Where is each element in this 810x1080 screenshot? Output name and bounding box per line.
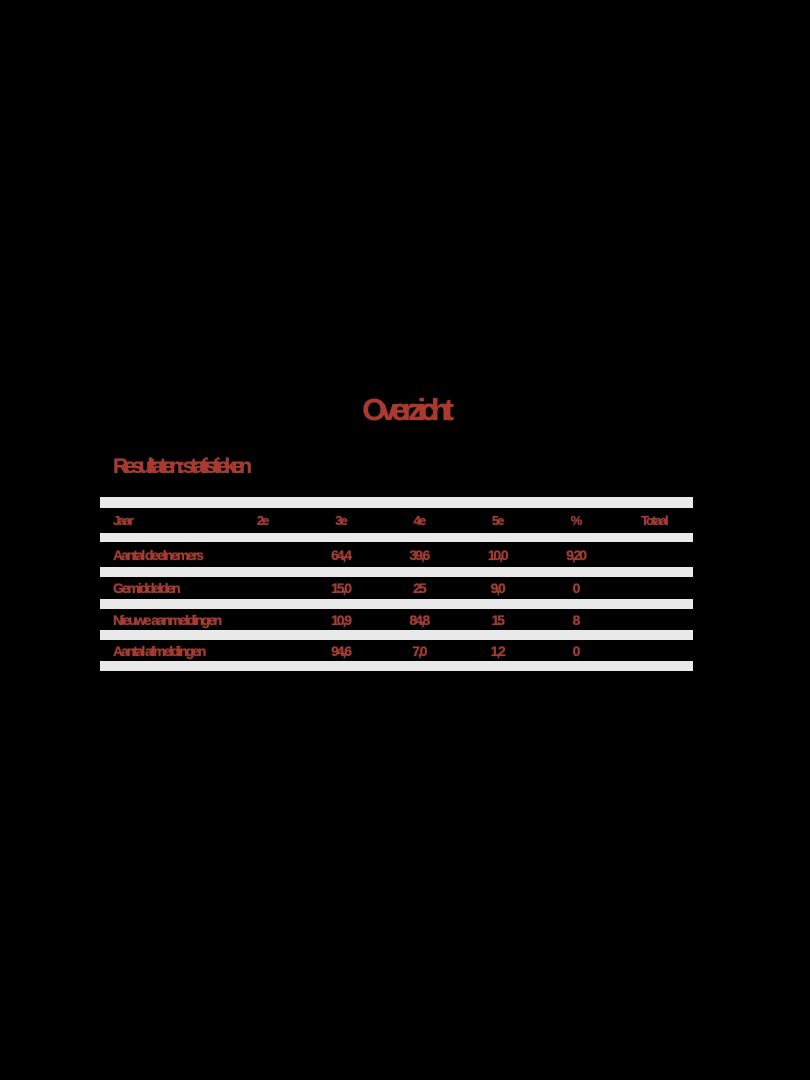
row-value: 84,8 — [409, 611, 429, 628]
table-stripe — [100, 630, 693, 640]
row-label: Aantal deelnemers — [113, 546, 202, 563]
row-value: 39,6 — [409, 546, 429, 563]
row-value: 10,9 — [331, 611, 350, 628]
row-value: 7,0 — [412, 642, 426, 659]
column-header-totaal: Totaal — [641, 513, 667, 528]
stats-table — [100, 497, 693, 671]
table-row — [100, 577, 693, 599]
row-label: Nieuwe aanmeldingen — [113, 611, 221, 628]
row-value: 15,0 — [331, 580, 350, 596]
row-value: 8 — [572, 611, 579, 628]
row-value: 10,0 — [487, 546, 507, 563]
row-label: Gemiddelden — [113, 580, 179, 596]
row-value: 15 — [491, 611, 503, 628]
table-stripe — [100, 599, 693, 609]
row-value: 1,2 — [490, 642, 504, 659]
column-header-3e: 3e — [335, 513, 346, 528]
table-stripe — [100, 497, 693, 508]
table-header-row — [100, 508, 693, 533]
row-value: 0 — [572, 580, 579, 596]
table-row — [100, 542, 693, 567]
row-value: 9,0 — [490, 580, 504, 596]
column-header-4e: 4e — [413, 513, 425, 528]
row-label: Aantal afmeldingen — [113, 642, 205, 659]
row-value: 94,6 — [331, 642, 350, 659]
column-header-pct: % — [570, 513, 581, 528]
column-header-5e: 5e — [491, 513, 503, 528]
column-header-2e: 2e — [256, 513, 268, 528]
table-stripe — [100, 533, 693, 542]
section-subtitle: Resultaten: statistieken — [113, 455, 248, 478]
table-row — [100, 640, 693, 661]
table-stripe — [100, 567, 693, 577]
row-value: 25 — [413, 580, 425, 596]
column-header-jaar: Jaar — [113, 513, 132, 528]
table-row — [100, 609, 693, 630]
row-value: 0 — [572, 642, 579, 659]
table-stripe — [100, 661, 693, 671]
row-value: 9,20 — [566, 546, 585, 563]
row-value: 64,4 — [331, 546, 350, 563]
page-title: Overzicht — [362, 392, 448, 427]
